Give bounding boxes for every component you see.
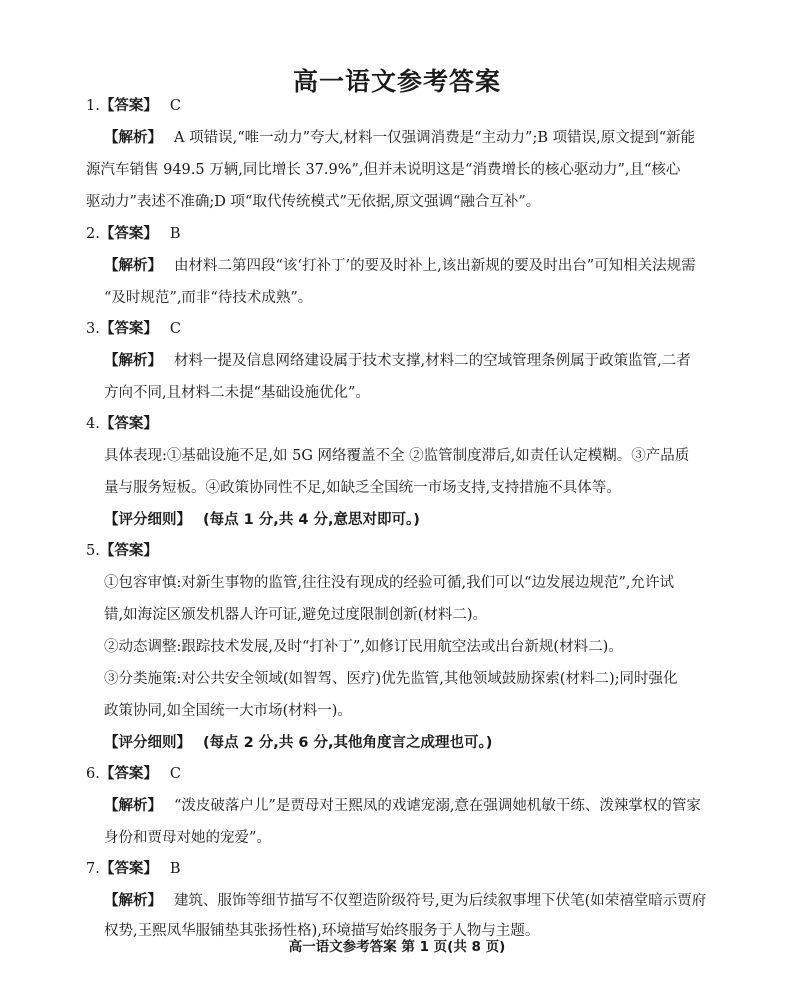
- q5-scoring-line: [104, 733, 492, 753]
- analysis-tag: 【解析】: [104, 353, 162, 369]
- analysis-tag: 【解析】: [104, 893, 162, 909]
- q3-answer-line: [86, 319, 181, 339]
- q2-analysis-line-2: “及时规范”,而非“待技术成熟”。: [104, 290, 313, 306]
- analysis-tag: 【解析】: [104, 258, 162, 274]
- answer-tag: 【答案】: [99, 766, 158, 782]
- q4-line-1: 具体表现:①基础设施不足,如 5G 网络覆盖不全 ②监管制度滞后,如责任认定模糊。③产品质: [104, 448, 690, 464]
- q2-number: 2.: [86, 226, 100, 242]
- page-title: 高一语文参考答案: [292, 67, 501, 96]
- q2-answer: B: [169, 226, 181, 242]
- q4-line-2: 量与服务短板。④政策协同性不足,如缺乏全国统一市场支持,支持措施不具体等。: [104, 480, 621, 496]
- q5-answer-line: [86, 541, 158, 561]
- q6-answer: C: [169, 766, 181, 782]
- q1-analysis-line-2: 源汽车销售 949.5 万辆,同比增长 37.9%”,但并未说明这是“消费增长的核心驱动力”,且“核心: [86, 162, 681, 178]
- answer-tag: 【答案】: [99, 321, 158, 337]
- q4-scoring-text: (每点 1 分,共 4 分,意思对即可。): [203, 512, 420, 528]
- q5-number: 5.: [86, 543, 100, 559]
- q7-analysis-line-1: [104, 891, 706, 911]
- q7-analysis-line-2: 权势,王熙凤华服铺垫其张扬性格),环境描写始终服务于人物与主题。: [104, 923, 540, 939]
- q3-analysis-line-1: [104, 351, 691, 371]
- q3-number: 3.: [86, 321, 100, 337]
- q6-analysis-line-1: [104, 796, 701, 816]
- q4-scoring-line: [104, 510, 420, 530]
- answer-tag: 【答案】: [99, 226, 158, 242]
- q1-analysis-line-1: [104, 128, 695, 148]
- q4-number: 4.: [86, 416, 100, 432]
- page-footer: 高一语文参考答案 第 1 页(共 8 页): [288, 939, 506, 955]
- q7-answer: B: [169, 861, 181, 877]
- q1-answer: C: [169, 98, 181, 114]
- q5-line-4: ③分类施策:对公共安全领域(如智驾、医疗)优先监管,其他领域鼓励探索(材料二);同时强化: [104, 671, 678, 687]
- q6-analysis-line-2: 身份和贾母对她的宠爱”。: [104, 830, 271, 846]
- q6-analysis-text-1: “泼皮破落户儿”是贾母对王熙凤的戏谑宠溺,意在强调她机敏干练、泼辣掌权的管家: [174, 798, 701, 814]
- answer-tag: 【答案】: [99, 416, 158, 432]
- q2-answer-line: [86, 224, 181, 244]
- q5-line-3: ②动态调整:跟踪技术发展,及时“打补丁”,如修订民用航空法或出台新规(材料二)。: [104, 639, 623, 655]
- q4-answer-line: [86, 414, 158, 434]
- q1-analysis-text-1: A 项错误,“唯一动力”夸大,材料一仅强调消费是“主动力”;B 项错误,原文提到“新能: [174, 130, 696, 146]
- q1-analysis-line-3: 驱动力”表述不准确;D 项“取代传统模式”无依据,原文强调“融合互补”。: [86, 194, 541, 210]
- analysis-tag: 【解析】: [104, 130, 162, 146]
- q6-answer-line: [86, 764, 181, 784]
- q2-analysis-text-1: 由材料二第四段“该‘打补丁’的要及时补上,该出新规的要及时出台”可知相关法规需: [174, 258, 696, 274]
- answer-tag: 【答案】: [99, 861, 158, 877]
- scoring-tag: 【评分细则】: [104, 735, 191, 751]
- q1-number: 1.: [86, 98, 100, 114]
- answer-tag: 【答案】: [99, 98, 158, 114]
- q5-scoring-text: (每点 2 分,共 6 分,其他角度言之成理也可。): [203, 735, 493, 751]
- q5-line-5: 政策协同,如全国统一大市场(材料一)。: [104, 703, 352, 719]
- q7-analysis-text-1: 建筑、服饰等细节描写不仅塑造阶级符号,更为后续叙事埋下伏笔(如荣禧堂暗示贾府: [174, 893, 707, 909]
- q5-line-2: 错,如海淀区颁发机器人许可证,避免过度限制创新(材料二)。: [104, 607, 488, 623]
- analysis-tag: 【解析】: [104, 798, 162, 814]
- q3-analysis-text-1: 材料一提及信息网络建设属于技术支撑,材料二的空域管理条例属于政策监管,二者: [174, 353, 691, 369]
- q5-line-1: ①包容审慎:对新生事物的监管,往往没有现成的经验可循,我们可以“边发展边规范”,允许试: [104, 575, 675, 591]
- scoring-tag: 【评分细则】: [104, 512, 191, 528]
- q3-answer: C: [169, 321, 181, 337]
- q7-number: 7.: [86, 861, 100, 877]
- q3-analysis-line-2: 方向不同,且材料二未提“基础设施优化”。: [104, 385, 370, 401]
- q6-number: 6.: [86, 766, 100, 782]
- q7-answer-line: [86, 859, 181, 879]
- answer-tag: 【答案】: [99, 543, 158, 559]
- q1-answer-line: [86, 96, 181, 116]
- q2-analysis-line-1: [104, 256, 696, 276]
